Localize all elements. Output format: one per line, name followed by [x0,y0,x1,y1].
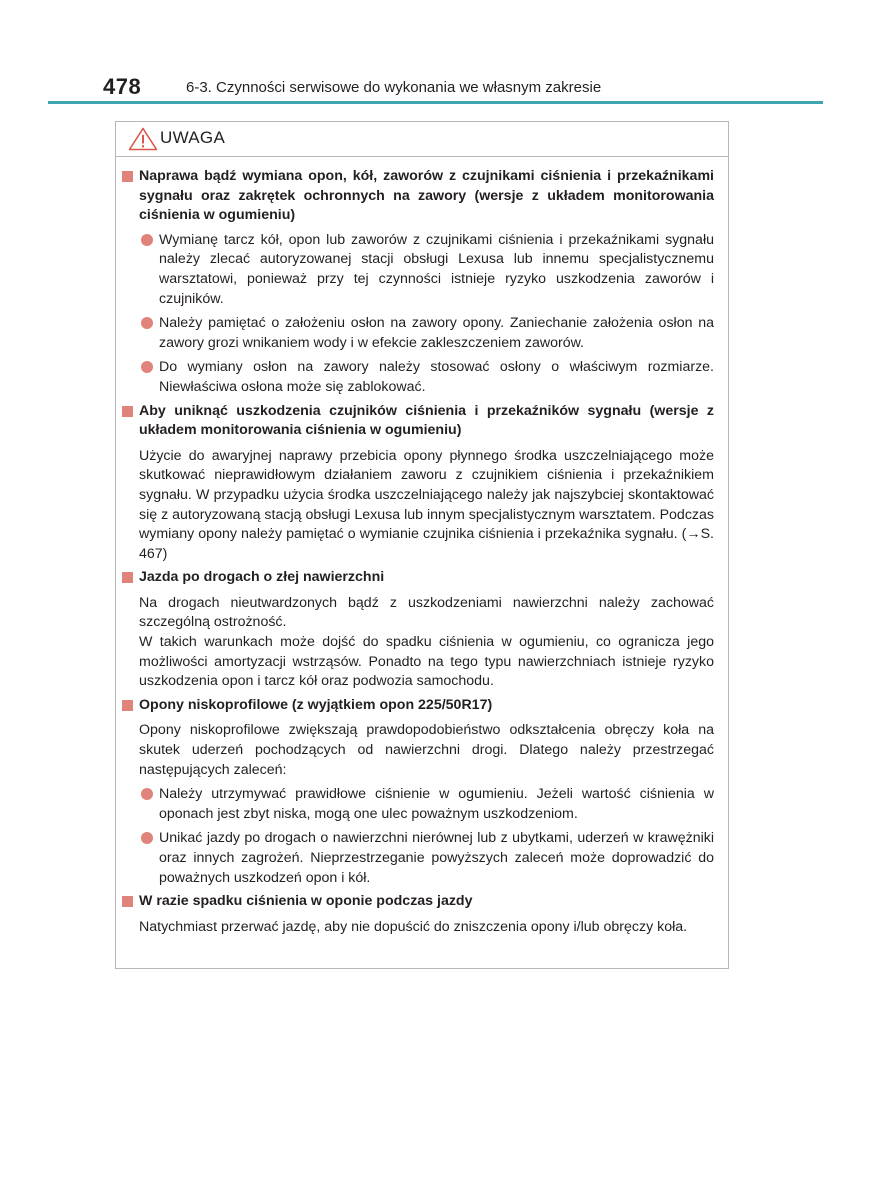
bullet-point: Do wymiany osłon na zawory należy stosować osłony o właściwym rozmiarze. Niewłaściwa osłona może się zablokować. [122,358,714,397]
square-bullet-icon [122,896,133,907]
square-bullet-icon [122,700,133,711]
round-bullet-icon [141,788,153,800]
item-paragraph: Na drogach nieutwardzonych bądź z uszkodzeniami nawierzchni należy zachować szczególną ostrożność. [139,594,714,631]
warning-item [122,892,714,937]
item-heading: Jazda po drogach o złej nawierzchni [122,568,714,588]
warning-content [116,167,728,941]
bullet-point: Należy utrzymywać prawidłowe ciśnienie w ogumieniu. Jeżeli wartość ciśnienia w oponach jest zbyt niska, mogą one ulec poważnym uszkodzeniom. [122,785,714,824]
square-bullet-icon [122,171,133,182]
page-number: 478 [103,74,142,99]
bullet-point: Unikać jazdy po drogach o nawierzchni nierównej lub z ubytkami, uderzeń w krawężniki oraz innych zagrożeń. Nieprzestrzeganie powyższych zaleceń może doprowadzić do poważnych uszkodzeń opon i kół. [122,829,714,888]
warning-triangle-icon [128,127,158,151]
square-bullet-icon [122,572,133,583]
square-bullet-icon [122,406,133,417]
item-heading: W razie spadku ciśnienia w oponie podczas jazdy [122,892,714,912]
item-paragraph: Natychmiast przerwać jazdę, aby nie dopuścić do zniszczenia opony i/lub obręczy koła. [139,918,688,935]
warning-title: UWAGA [160,128,226,147]
bullet-point: Wymianę tarcz kół, opon lub zaworów z czujnikami ciśnienia i przekaźnikami sygnału należy zlecać autoryzowanej stacji obsługi Lexusa lub innemu specjalistycznemu warsztatowi, ponieważ przy tej czynności istnieje ryzyko uszkodzenia zaworów i czujników. [122,231,714,309]
warning-item [122,402,714,565]
round-bullet-icon [141,832,153,844]
warning-item [122,696,714,888]
item-heading: Aby uniknąć uszkodzenia czujników ciśnienia i przekaźników sygnału (wersje z układem monitorowania ciśnienia w ogumieniu) [122,402,714,441]
warning-header [116,122,728,157]
warning-box [115,121,729,969]
round-bullet-icon [141,361,153,373]
item-heading: Naprawa bądź wymiana opon, kół, zaworów z czujnikami ciśnienia i przekaźnikami sygnału oraz zakrętek ochronnych na zawory (wersje z układem monitorowania ciśnienia w ogumieniu) [122,167,714,226]
item-paragraph: Użycie do awaryjnej naprawy przebicia opony płynnego środka uszczelniającego może skutkować nieprawidłowym działaniem zaworu z czujnikiem ciśnienia i przekaźnikiem sygnału. W przypadku użycia środka uszczelniającego należy jak najszybciej skontaktować się z autoryzowaną stacją obsługi Lexusa lub innym specjalistycznym warsztatem. Podczas wymiany opony należy pamiętać o wymianie czujnika ciśnienia i przekaźnika sygnału. (→S. 467) [139,447,714,562]
item-heading: Opony niskoprofilowe (z wyjątkiem opon 225/50R17) [122,696,714,716]
round-bullet-icon [141,234,153,246]
section-title: 6-3. Czynności serwisowe do wykonania we własnym zakresie [186,79,602,96]
warning-item [122,568,714,692]
warning-item [122,167,714,398]
bullet-point: Należy pamiętać o założeniu osłon na zawory opony. Zaniechanie założenia osłon na zawory grozi wnikaniem wody i w efekcie zakleszczeniem zaworów. [122,314,714,353]
item-paragraph: W takich warunkach może dojść do spadku ciśnienia w ogumieniu, co ogranicza jego możliwości amortyzacji wstrząsów. Ponadto na tego typu nawierzchniach istnieje ryzyko uszkodzenia opon i tarcz kół oraz podwozia samochodu. [139,634,714,690]
item-paragraph: Opony niskoprofilowe zwiększają prawdopodobieństwo odkształcenia obręczy koła na skutek uderzeń pochodzących od nawierzchni drogi. Dlatego należy przestrzegać następujących zaleceń: [139,722,714,778]
header-divider [48,101,823,104]
round-bullet-icon [141,317,153,329]
